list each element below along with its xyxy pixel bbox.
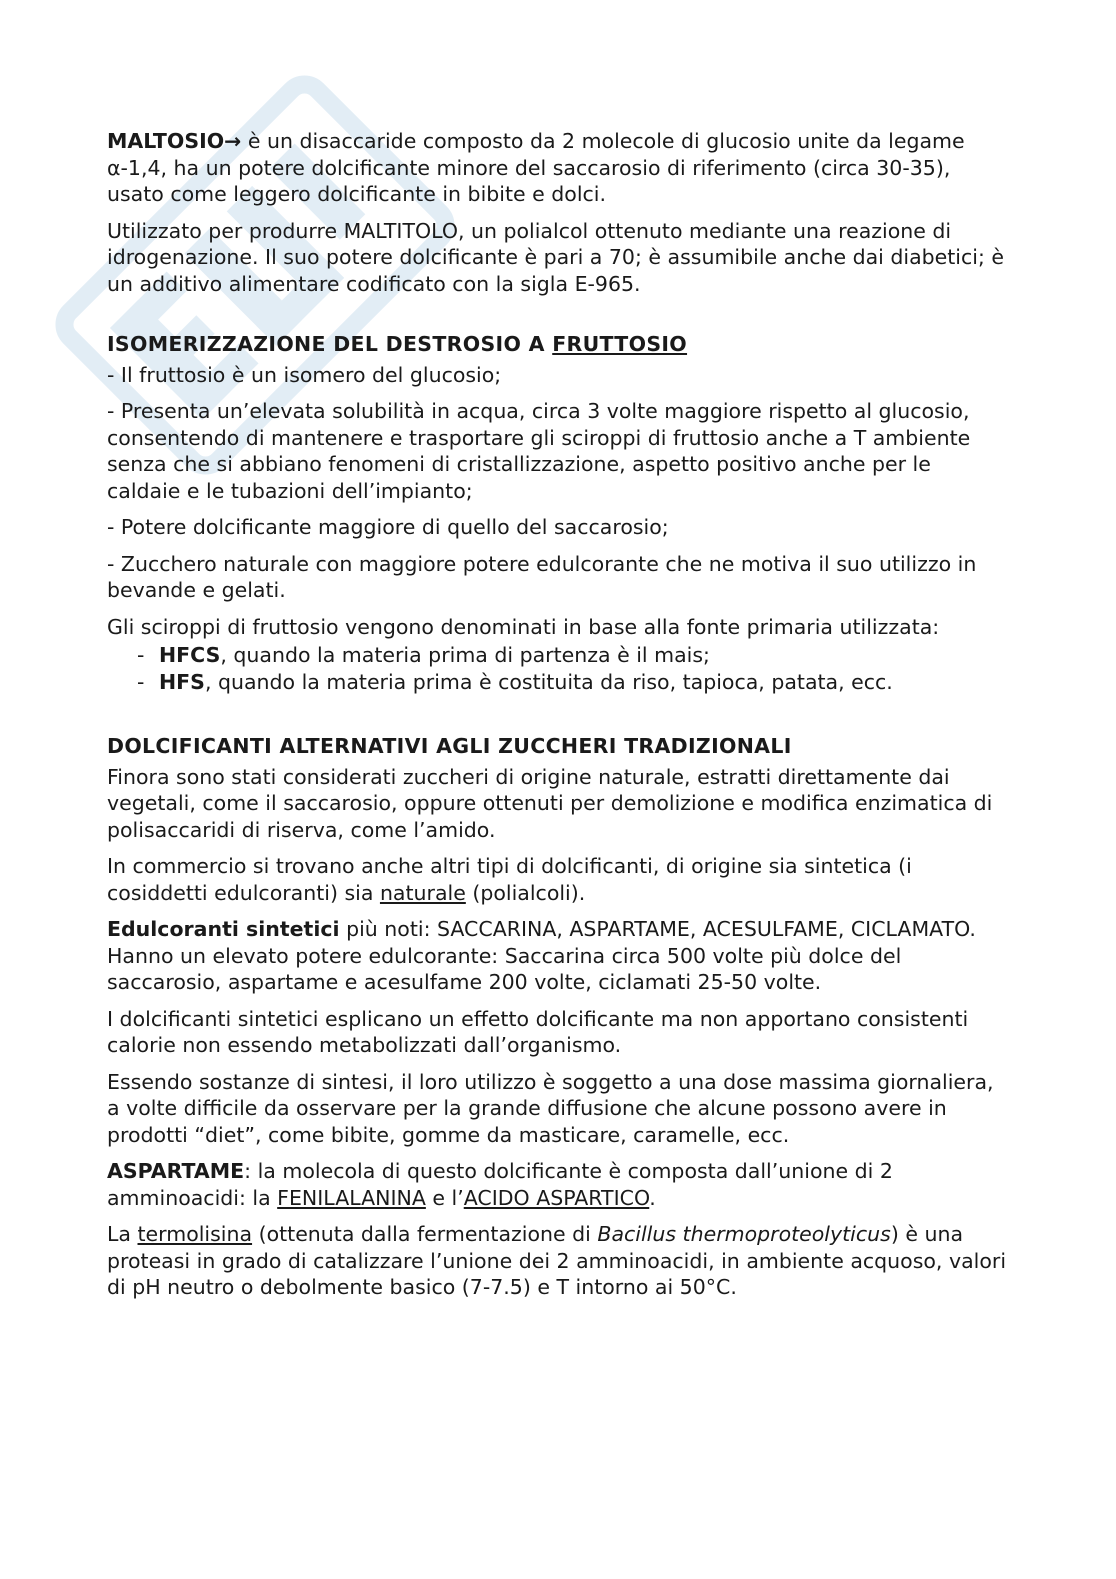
text: ) è una proteasi in grado di catalizzare l’unione dei 2 amminoacidi, in ambiente acquoso, valori di pH neutro o debolmente basico (7-7.5) e T intorno ai 50°C. bbox=[107, 1222, 1007, 1299]
underlined-text: FENILALANINA bbox=[277, 1185, 426, 1210]
arrow-icon: → bbox=[224, 129, 242, 153]
list-text: , quando la materia prima di partenza è il mais; bbox=[220, 643, 710, 667]
maltosio-paragraph bbox=[107, 128, 1007, 208]
list-item bbox=[137, 642, 1007, 669]
maltosio-label: MALTOSIO bbox=[107, 129, 225, 153]
underlined-text: termolisina bbox=[137, 1222, 253, 1246]
paragraph bbox=[107, 853, 1007, 906]
paragraph: Finora sono stati considerati zuccheri di origine naturale, estratti direttamente dai vegetali, come il saccarosio, oppure ottenuti per demolizione e modifica enzimatica di polisaccaridi di riserva, come l’amido. bbox=[107, 764, 993, 842]
paragraph bbox=[107, 1221, 1007, 1301]
text: più noti: SACCARINA, ASPARTAME, ACESULFAME, CICLAMATO. Hanno un elevato potere edulcorante: Saccarina circa 500 volte più dolce del saccarosio, aspartame e acesulfame 200 volte, ciclamati 25-50 volte. bbox=[107, 917, 976, 994]
sciroppi-intro: Gli sciroppi di fruttosio vengono denominati in base alla fonte primaria utilizzata: bbox=[107, 614, 940, 639]
paragraph: Essendo sostanze di sintesi, il loro utilizzo è soggetto a una dose massima giornaliera, a volte difficile da osservare per la grande diffusione che alcune possono avere in prodotti “diet”, come bibite, gomme da masticare, caramelle, ecc. bbox=[107, 1069, 994, 1147]
bullet-4: - Zucchero naturale con maggiore potere edulcorante che ne motiva il suo utilizzo in bevande e gelati. bbox=[107, 551, 977, 602]
list-text: , quando la materia prima è costituita da riso, tapioca, patata, ecc. bbox=[204, 669, 893, 694]
document-body bbox=[107, 128, 1007, 1311]
maltitolo-paragraph: Utilizzato per produrre MALTITOLO, un polialcol ottenuto mediante una reazione di idrogenazione. Il suo potere dolcificante è pari a 70; è assumibile anche dai diabetici; è un additivo alimentare codificato con la sigla E-965. bbox=[107, 218, 1005, 296]
italic-text: Bacillus thermoproteolyticus bbox=[597, 1222, 891, 1246]
text: (ottenuta dalla fermentazione di bbox=[252, 1222, 598, 1246]
text: (polialcoli). bbox=[465, 880, 586, 905]
section-title-isomerizzazione bbox=[107, 331, 1007, 358]
text: In commercio si trovano anche altri tipi di dolcificanti, di origine sia sintetica (i cosiddetti edulcoranti) sia bbox=[107, 854, 912, 905]
text: La bbox=[107, 1222, 138, 1246]
underlined-text: ACIDO ASPARTICO bbox=[463, 1185, 650, 1210]
bullet-1: - Il fruttosio è un isomero del glucosio; bbox=[107, 362, 502, 387]
underlined-text: naturale bbox=[379, 880, 466, 905]
text: . bbox=[649, 1185, 656, 1210]
text: : la molecola di questo dolcificante è composta dall’unione di 2 amminoacidi: la bbox=[107, 1159, 893, 1210]
list-item bbox=[137, 669, 1007, 696]
paragraph bbox=[107, 1158, 1007, 1211]
syrup-list bbox=[137, 642, 1007, 695]
bullet-3: - Potere dolcificante maggiore di quello del saccarosio; bbox=[107, 515, 669, 539]
paragraph: I dolcificanti sintetici esplicano un effetto dolcificante ma non apportano consistenti calorie non essendo metabolizzati dall’organismo. bbox=[107, 1006, 969, 1057]
title-underlined: FRUTTOSIO bbox=[552, 332, 688, 356]
paragraph bbox=[107, 916, 1007, 996]
text: e l’ bbox=[425, 1185, 464, 1210]
bold-term: Edulcoranti sintetici bbox=[107, 917, 340, 941]
list-term: HFS bbox=[159, 669, 205, 694]
maltosio-text: è un disaccaride composto da 2 molecole di glucosio unite da legame α-1,4, ha un potere dolcificante minore del saccarosio di riferimento (circa 30-35), usato come leggero dolcificante in bibite e dolci. bbox=[107, 129, 965, 206]
section-title-dolcificanti: DOLCIFICANTI ALTERNATIVI AGLI ZUCCHERI TRADIZIONALI bbox=[107, 734, 792, 758]
bold-term: ASPARTAME bbox=[107, 1159, 245, 1183]
list-term: HFCS bbox=[159, 643, 221, 667]
bullet-2: - Presenta un’elevata solubilità in acqua, circa 3 volte maggiore rispetto al glucosio, consentendo di mantenere e trasportare gli sciroppi di fruttosio anche a T ambiente senza che si abbiano fenomeni di cristallizzazione, aspetto positivo anche per le caldaie e le tubazioni dell’impianto; bbox=[107, 399, 971, 503]
title-part: ISOMERIZZAZIONE DEL DESTROSIO A bbox=[107, 332, 553, 356]
